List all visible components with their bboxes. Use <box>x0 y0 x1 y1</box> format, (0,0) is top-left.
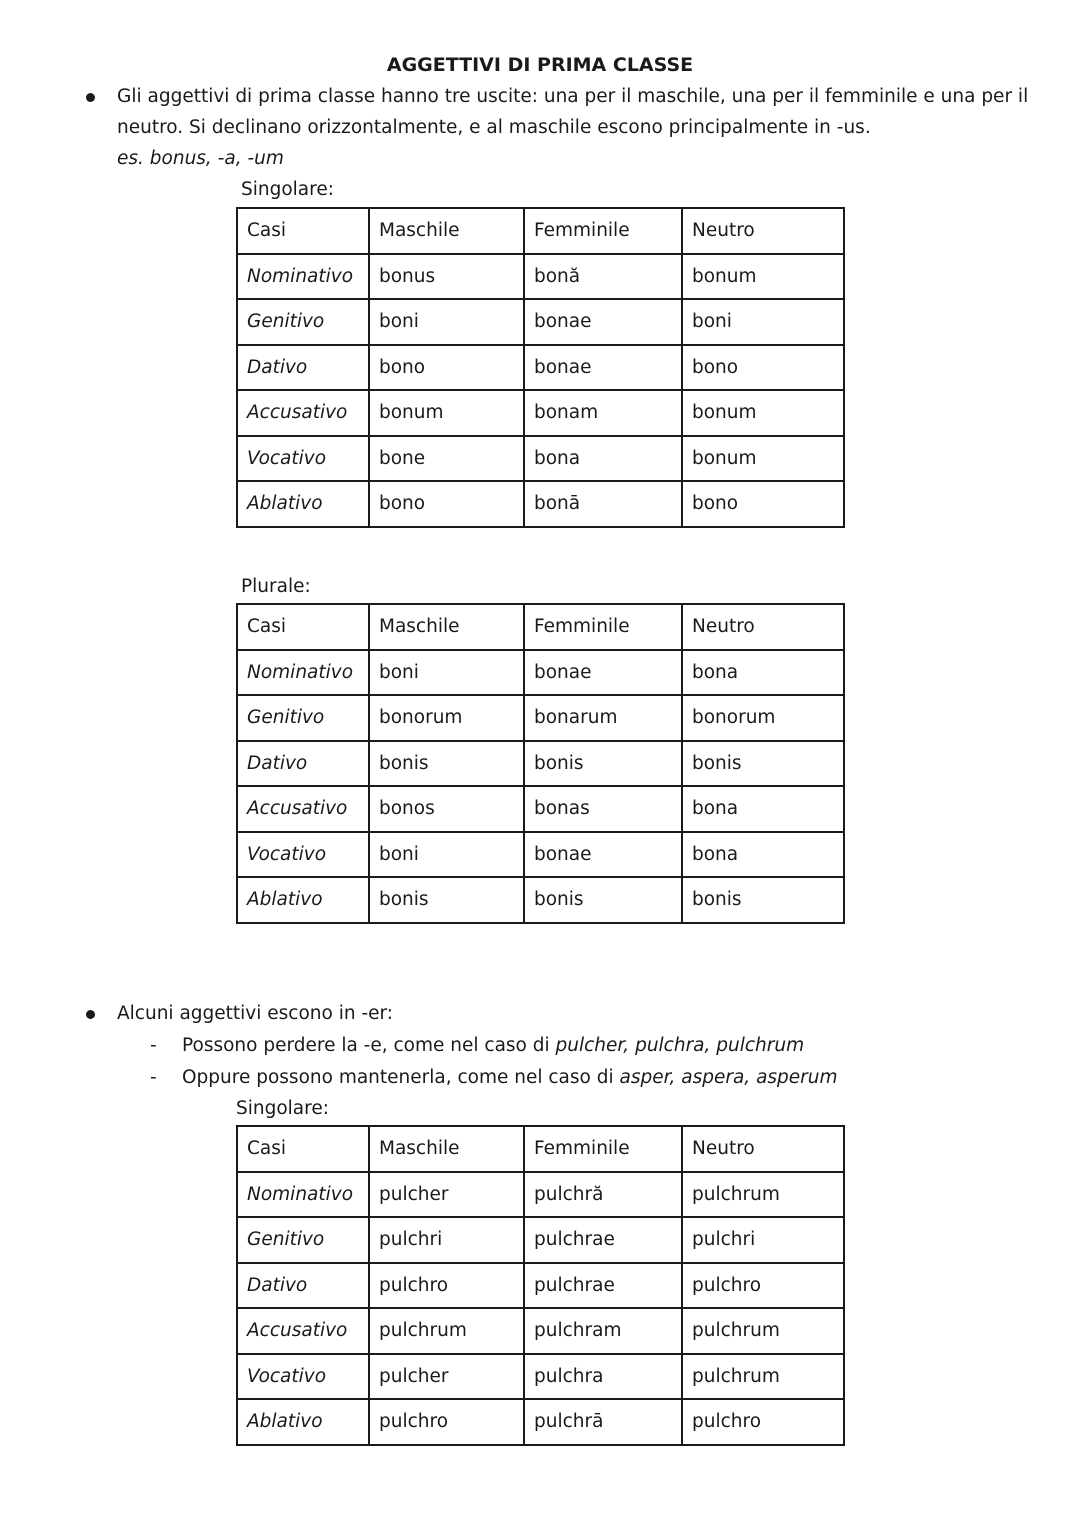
table-cell: pulchrā <box>524 1399 682 1445</box>
table-cell: bonorum <box>369 695 524 741</box>
case-name-cell: Ablativo <box>237 877 369 923</box>
table-row <box>237 1263 844 1309</box>
table-cell: bona <box>682 650 844 696</box>
table-row <box>237 695 844 741</box>
column-header: Maschile <box>369 208 524 254</box>
table-row <box>237 650 844 696</box>
column-header: Casi <box>237 604 369 650</box>
case-name-cell: Vocativo <box>237 832 369 878</box>
table-row <box>237 1354 844 1400</box>
table-cell: bonis <box>369 741 524 787</box>
table-cell: bonă <box>524 254 682 300</box>
table-cell: pulchri <box>369 1217 524 1263</box>
table-cell: pulcher <box>369 1354 524 1400</box>
table-cell: bonā <box>524 481 682 527</box>
column-header: Maschile <box>369 604 524 650</box>
case-name-cell: Genitivo <box>237 695 369 741</box>
table-cell: pulchri <box>682 1217 844 1263</box>
table-header-row <box>237 208 844 254</box>
column-header: Femminile <box>524 604 682 650</box>
table-cell: bonarum <box>524 695 682 741</box>
declension-table-bonus-plural <box>236 603 845 924</box>
table-row <box>237 1399 844 1445</box>
table-cell: bonos <box>369 786 524 832</box>
table-cell: pulchro <box>682 1263 844 1309</box>
declension-table-pulcher-singular <box>236 1125 845 1446</box>
case-name-cell: Accusativo <box>237 786 369 832</box>
column-header: Neutro <box>682 1126 844 1172</box>
table-cell: bonum <box>682 436 844 482</box>
table-cell: bonis <box>524 741 682 787</box>
table-header-row <box>237 604 844 650</box>
table-cell: bonas <box>524 786 682 832</box>
case-name-cell: Nominativo <box>237 650 369 696</box>
case-name-cell: Nominativo <box>237 254 369 300</box>
intro-line-2: neutro. Si declinano orizzontalmente, e al maschile escono principalmente in -us. <box>117 117 871 138</box>
intro-example: es. bonus, -a, -um <box>117 148 284 169</box>
case-name-cell: Genitivo <box>237 299 369 345</box>
table-cell: boni <box>682 299 844 345</box>
intro-line-1: Gli aggettivi di prima classe hanno tre uscite: una per il maschile, una per il femminile e una per il <box>117 86 1029 107</box>
table-cell: bonum <box>682 390 844 436</box>
table-cell: bona <box>524 436 682 482</box>
table-caption-singular: Singolare: <box>236 1098 329 1119</box>
page-title: AGGETTIVI DI PRIMA CLASSE <box>386 54 694 76</box>
table-cell: pulchro <box>682 1399 844 1445</box>
table-cell: bonae <box>524 345 682 391</box>
table-cell: bonum <box>369 390 524 436</box>
case-name-cell: Nominativo <box>237 1172 369 1218</box>
table-cell: pulchrum <box>369 1308 524 1354</box>
case-name-cell: Dativo <box>237 345 369 391</box>
column-header: Femminile <box>524 208 682 254</box>
table-row <box>237 786 844 832</box>
er-sub-item-1-example: pulcher, pulchra, pulchrum <box>555 1035 805 1056</box>
table-row <box>237 299 844 345</box>
table-cell: pulchrae <box>524 1263 682 1309</box>
table-caption-singular: Singolare: <box>241 179 334 200</box>
dash-marker: - <box>150 1067 157 1088</box>
table-cell: bonum <box>682 254 844 300</box>
table-header-row <box>237 1126 844 1172</box>
table-cell: bonam <box>524 390 682 436</box>
er-sub-item-1-text: Possono perdere la -e, come nel caso di <box>182 1035 556 1056</box>
table-row <box>237 741 844 787</box>
column-header: Maschile <box>369 1126 524 1172</box>
table-cell: bono <box>369 481 524 527</box>
column-header: Femminile <box>524 1126 682 1172</box>
table-row <box>237 1308 844 1354</box>
er-sub-item-2 <box>182 1065 838 1091</box>
case-name-cell: Genitivo <box>237 1217 369 1263</box>
table-cell: pulchram <box>524 1308 682 1354</box>
table-cell: bono <box>682 481 844 527</box>
table-row <box>237 832 844 878</box>
table-cell: bona <box>682 832 844 878</box>
er-bullet-text: Alcuni aggettivi escono in -er: <box>117 1003 394 1024</box>
column-header: Casi <box>237 208 369 254</box>
bullet-icon <box>86 1010 95 1019</box>
table-cell: boni <box>369 832 524 878</box>
dash-marker: - <box>150 1035 157 1056</box>
table-cell: bonae <box>524 832 682 878</box>
table-cell: boni <box>369 650 524 696</box>
table-cell: bonis <box>524 877 682 923</box>
er-sub-item-2-example: asper, aspera, asperum <box>619 1067 838 1088</box>
table-caption-plural: Plurale: <box>241 576 311 597</box>
table-row <box>237 390 844 436</box>
case-name-cell: Ablativo <box>237 481 369 527</box>
table-row <box>237 436 844 482</box>
table-cell: pulchro <box>369 1399 524 1445</box>
table-cell: bonus <box>369 254 524 300</box>
table-row <box>237 877 844 923</box>
er-sub-item-1 <box>182 1033 804 1059</box>
bullet-icon <box>86 93 95 102</box>
table-cell: pulchro <box>369 1263 524 1309</box>
case-name-cell: Vocativo <box>237 436 369 482</box>
column-header: Casi <box>237 1126 369 1172</box>
case-name-cell: Dativo <box>237 1263 369 1309</box>
table-cell: pulchră <box>524 1172 682 1218</box>
table-cell: bona <box>682 786 844 832</box>
column-header: Neutro <box>682 208 844 254</box>
table-row <box>237 1217 844 1263</box>
column-header: Neutro <box>682 604 844 650</box>
table-row <box>237 345 844 391</box>
declension-table-bonus-singular <box>236 207 845 528</box>
table-cell: bonae <box>524 299 682 345</box>
table-cell: pulchrum <box>682 1354 844 1400</box>
table-cell: bonis <box>682 877 844 923</box>
table-cell: pulcher <box>369 1172 524 1218</box>
case-name-cell: Ablativo <box>237 1399 369 1445</box>
case-name-cell: Vocativo <box>237 1354 369 1400</box>
table-row <box>237 254 844 300</box>
table-cell: pulchrae <box>524 1217 682 1263</box>
table-cell: bone <box>369 436 524 482</box>
table-cell: bono <box>682 345 844 391</box>
case-name-cell: Accusativo <box>237 1308 369 1354</box>
table-row <box>237 1172 844 1218</box>
table-cell: boni <box>369 299 524 345</box>
table-cell: bonorum <box>682 695 844 741</box>
table-cell: bono <box>369 345 524 391</box>
table-cell: bonis <box>682 741 844 787</box>
table-cell: pulchrum <box>682 1172 844 1218</box>
table-cell: bonis <box>369 877 524 923</box>
table-cell: pulchrum <box>682 1308 844 1354</box>
case-name-cell: Dativo <box>237 741 369 787</box>
er-sub-item-2-text: Oppure possono mantenerla, come nel caso di <box>182 1067 620 1088</box>
table-cell: bonae <box>524 650 682 696</box>
table-row <box>237 481 844 527</box>
table-cell: pulchra <box>524 1354 682 1400</box>
case-name-cell: Accusativo <box>237 390 369 436</box>
